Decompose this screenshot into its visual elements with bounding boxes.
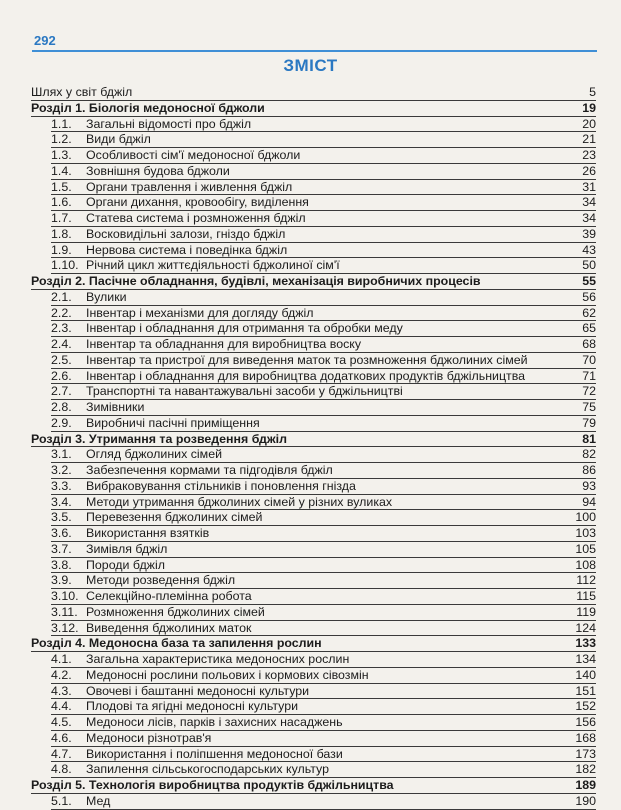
toc-subsection-row xyxy=(31,747,596,763)
toc-entry-number: 1.1. xyxy=(51,116,72,131)
toc-entry-number: 3.6. xyxy=(51,526,72,540)
toc-subsection-row xyxy=(31,117,596,133)
toc-entry-number: 2.9. xyxy=(51,415,72,430)
toc-entry-number: 5.1. xyxy=(51,793,72,808)
toc-entry-label: Мед xyxy=(86,793,111,808)
toc-entry-title xyxy=(51,400,144,416)
toc-page-number: 140 xyxy=(575,667,596,682)
toc-subsection-row xyxy=(31,164,596,180)
toc-entry-label: Селекційно-племінна робота xyxy=(86,589,252,603)
toc-subsection-row xyxy=(31,542,596,558)
toc-entry-label: Розділ 1. Біологія медоносної бджоли xyxy=(31,100,265,115)
toc-page-number: 81 xyxy=(582,431,596,446)
toc-entry-title xyxy=(51,589,252,605)
toc-entry-title xyxy=(51,117,251,133)
toc-entry-label: Вулики xyxy=(86,289,127,304)
toc-entry-number: 1.4. xyxy=(51,163,72,178)
toc-entry-label: Транспортні та навантажувальні засоби у бджільництві xyxy=(86,384,403,399)
toc-entry-label: Плодові та ягідні медоносні культури xyxy=(86,699,299,714)
toc-page-number: 182 xyxy=(575,762,596,777)
toc-entry-number: 2.2. xyxy=(51,305,72,320)
toc-section-row xyxy=(31,274,596,290)
toc-page-number: 56 xyxy=(582,289,596,304)
toc-entry-label: Восковидільні залози, гніздо бджіл xyxy=(86,226,286,241)
toc-page-number: 168 xyxy=(575,730,596,745)
toc-page-number: 100 xyxy=(575,510,596,525)
toc-subsection-row xyxy=(31,558,596,574)
toc-entry-title xyxy=(51,416,260,432)
toc-entry-title xyxy=(51,306,314,322)
toc-page-number: 23 xyxy=(582,148,596,162)
toc-entry-title xyxy=(51,227,285,243)
toc-page-number: 70 xyxy=(582,352,596,367)
toc-page-number: 79 xyxy=(582,415,596,430)
toc-entry-number: 2.1. xyxy=(51,289,72,304)
toc-entry-label: Розділ 2. Пасічне обладнання, будівлі, механізація виробничих процесів xyxy=(31,274,481,288)
toc-entry-label: Методи утримання бджолиних сімей у різних вуликах xyxy=(86,494,393,509)
header-rule xyxy=(32,50,597,52)
toc-entry-number: 2.4. xyxy=(51,337,72,351)
toc-subsection-row xyxy=(31,211,596,227)
toc-subsection-row xyxy=(31,762,596,778)
toc-subsection-row xyxy=(31,306,596,322)
toc-entry-number: 4.6. xyxy=(51,730,72,745)
toc-entry-label: Виведення бджолиних маток xyxy=(86,620,252,635)
toc-entry-number: 1.10. xyxy=(51,258,79,273)
toc-section-row xyxy=(31,432,596,448)
toc-entry-title xyxy=(31,778,394,794)
toc-page-number: 115 xyxy=(576,589,596,603)
toc-entry-label: Нервова система і поведінка бджіл xyxy=(86,242,288,257)
toc-entry-label: Медоноси лісів, парків і захисних насаджень xyxy=(86,715,343,729)
toc-entry-title xyxy=(51,715,343,731)
toc-entry-label: Особливості сім'ї медоносної бджоли xyxy=(86,148,301,162)
toc-entry-title xyxy=(51,573,235,589)
toc-page-number: 55 xyxy=(582,274,596,288)
toc-entry-title xyxy=(51,243,287,259)
toc-page-number: 21 xyxy=(582,132,596,147)
toc-page-number: 20 xyxy=(582,116,596,131)
toc-entry-label: Зимівники xyxy=(86,400,145,414)
toc-entry-label: Інвентар і обладнання для виробництва додаткових продуктів бджільництва xyxy=(86,368,526,383)
toc-entry-label: Органи дихання, кровообігу, виділення xyxy=(86,195,309,210)
toc-entry-number: 3.11. xyxy=(51,604,78,619)
toc-page-number: 31 xyxy=(582,179,596,194)
toc-entry-label: Зимівля бджіл xyxy=(86,541,168,556)
toc-subsection-row xyxy=(31,416,596,432)
toc-entry-title xyxy=(51,148,300,164)
toc-entry-title xyxy=(51,447,222,463)
toc-page-number: 34 xyxy=(582,211,596,225)
toc-entry-title xyxy=(51,731,211,747)
toc-entry-label: Види бджіл xyxy=(86,132,151,147)
toc-entry-label: Методи розведення бджіл xyxy=(86,573,236,588)
toc-subsection-row xyxy=(31,290,596,306)
toc-entry-title xyxy=(31,636,322,652)
contents-title: ЗМІСТ xyxy=(283,56,338,75)
toc-subsection-row xyxy=(31,243,596,259)
toc-entry-title xyxy=(51,479,356,495)
toc-page-number: 34 xyxy=(582,195,596,210)
toc-subsection-row xyxy=(31,337,596,353)
toc-page-number: 112 xyxy=(576,573,596,588)
toc-subsection-row xyxy=(31,621,596,637)
toc-entry-title xyxy=(51,195,309,211)
toc-subsection-row xyxy=(31,180,596,196)
toc-section-row xyxy=(31,85,596,101)
toc-page-number: 94 xyxy=(582,494,596,509)
toc-entry-title xyxy=(31,85,132,101)
toc-entry-label: Розмноження бджолиних сімей xyxy=(86,604,265,619)
toc-entry-title xyxy=(51,258,340,274)
toc-page-number: 151 xyxy=(575,683,596,698)
toc-entry-title xyxy=(51,684,309,700)
toc-entry-title xyxy=(51,510,262,526)
toc-entry-number: 4.1. xyxy=(51,652,72,666)
toc-entry-label: Розділ 5. Технологія виробництва продуктів бджільництва xyxy=(31,778,394,792)
toc-section-row xyxy=(31,101,596,117)
toc-entry-title xyxy=(51,621,251,637)
toc-entry-label: Використання і поліпшення медоносної бази xyxy=(86,746,343,761)
toc-subsection-row xyxy=(31,605,596,621)
toc-entry-title xyxy=(51,699,298,715)
toc-page-number: 43 xyxy=(582,242,596,257)
toc-entry-label: Огляд бджолиних сімей xyxy=(86,447,223,462)
toc-entry-number: 2.6. xyxy=(51,368,72,383)
toc-entry-label: Забезпечення кормами та підгодівля бджіл xyxy=(86,463,333,477)
toc-page-number: 5 xyxy=(589,85,596,99)
toc-entry-label: Запилення сільськогосподарських культур xyxy=(86,762,329,777)
toc-entry-title xyxy=(51,668,369,684)
toc-page-number: 68 xyxy=(582,337,596,351)
toc-page-number: 65 xyxy=(582,321,596,336)
toc-subsection-row xyxy=(31,369,596,385)
toc-entry-number: 2.8. xyxy=(51,400,72,414)
toc-page-number: 124 xyxy=(575,620,596,635)
toc-entry-label: Інвентар та обладнання для виробництва воску xyxy=(86,337,362,351)
toc-entry-number: 2.3. xyxy=(51,321,72,336)
toc-entry-label: Овочеві і баштанні медоносні культури xyxy=(86,683,310,698)
toc-entry-label: Інвентар і механізми для догляду бджіл xyxy=(86,305,314,320)
toc-entry-label: Медоносні рослини польових і кормових сівозмін xyxy=(86,667,369,682)
toc-entry-title xyxy=(51,164,230,180)
toc-page-number: 62 xyxy=(582,305,596,320)
toc-entry-title xyxy=(31,274,481,290)
toc-entry-number: 1.5. xyxy=(51,179,72,194)
toc-entry-title xyxy=(51,132,151,148)
toc-entry-title xyxy=(31,101,265,117)
toc-subsection-row xyxy=(31,258,596,274)
toc-entry-label: Шлях у світ бджіл xyxy=(31,85,133,99)
toc-entry-title xyxy=(51,542,167,558)
toc-entry-number: 1.8. xyxy=(51,226,72,241)
toc-page-number: 152 xyxy=(575,699,596,714)
toc-page-number: 105 xyxy=(575,541,596,556)
toc-entry-number: 3.2. xyxy=(51,463,72,477)
toc-page-number: 119 xyxy=(576,604,596,619)
toc-entry-title xyxy=(51,337,361,353)
toc-page-number: 156 xyxy=(575,715,596,729)
toc-entry-title xyxy=(51,180,292,196)
toc-entry-label: Вибраковування стільників і поновлення гнізда xyxy=(86,478,356,493)
toc-page-number: 133 xyxy=(575,636,596,651)
toc-subsection-row xyxy=(31,526,596,542)
toc-subsection-row xyxy=(31,495,596,511)
toc-entry-number: 1.9. xyxy=(51,242,72,257)
toc-entry-title xyxy=(51,747,343,763)
toc-entry-number: 3.5. xyxy=(51,510,72,525)
toc-page-number: 189 xyxy=(575,778,596,792)
toc-entry-label: Породи бджіл xyxy=(86,557,165,572)
toc-page-number: 82 xyxy=(582,447,596,462)
toc-subsection-row xyxy=(31,463,596,479)
toc-page-number: 108 xyxy=(575,557,596,572)
toc-entry-title xyxy=(51,369,525,385)
toc-entry-title xyxy=(51,605,265,621)
toc-page-number: 71 xyxy=(582,368,596,383)
toc-subsection-row xyxy=(31,227,596,243)
toc-entry-label: Річний цикл життєдіяльності бджолиної сім'ї xyxy=(86,258,340,273)
toc-row-underline xyxy=(51,809,596,810)
toc-entry-title xyxy=(51,652,349,668)
toc-subsection-row xyxy=(31,668,596,684)
toc-entry-title xyxy=(51,321,403,337)
toc-page-number: 50 xyxy=(582,258,596,273)
toc-subsection-row xyxy=(31,132,596,148)
toc-section-row xyxy=(31,636,596,652)
toc-subsection-row xyxy=(31,684,596,700)
toc-subsection-row xyxy=(31,447,596,463)
toc-entry-title xyxy=(31,432,287,448)
toc-page-number: 134 xyxy=(575,652,596,666)
toc-page-number: 86 xyxy=(582,463,596,477)
toc-entry-label: Інвентар і обладнання для отримання та обробки меду xyxy=(86,321,403,336)
toc-entry-number: 3.7. xyxy=(51,541,72,556)
toc-entry-number: 4.4. xyxy=(51,699,72,714)
toc-entry-title xyxy=(51,794,110,810)
toc-entry-number: 3.9. xyxy=(51,573,72,588)
toc-entry-number: 3.8. xyxy=(51,557,72,572)
toc-entry-number: 1.3. xyxy=(51,148,72,162)
toc-entry-title xyxy=(51,526,209,542)
toc-entry-number: 3.4. xyxy=(51,494,72,509)
toc-page-number: 19 xyxy=(582,100,596,115)
toc-entry-label: Розділ 3. Утримання та розведення бджіл xyxy=(31,431,287,446)
toc-entry-number: 3.1. xyxy=(51,447,72,462)
toc-subsection-row xyxy=(31,573,596,589)
toc-entry-title xyxy=(51,290,127,306)
toc-entry-title xyxy=(51,353,528,369)
toc-page-number: 75 xyxy=(582,400,596,414)
toc-entry-title xyxy=(51,384,403,400)
toc-entry-label: Загальні відомості про бджіл xyxy=(86,116,252,131)
toc-page-number: 103 xyxy=(575,526,596,540)
toc-subsection-row xyxy=(31,794,596,810)
toc-entry-title xyxy=(51,558,165,574)
toc-entry-label: Статева система і розмноження бджіл xyxy=(86,211,306,225)
toc-entry-label: Інвентар та пристрої для виведення маток та розмноження бджолиних сімей xyxy=(86,352,528,367)
toc-page-number: 72 xyxy=(582,384,596,399)
toc-entry-number: 4.8. xyxy=(51,762,72,777)
toc-subsection-row xyxy=(31,652,596,668)
toc-entry-number: 2.7. xyxy=(51,384,72,399)
toc-subsection-row xyxy=(31,479,596,495)
toc-subsection-row xyxy=(31,321,596,337)
toc-page-number: 39 xyxy=(582,226,596,241)
toc-entry-number: 4.3. xyxy=(51,683,72,698)
toc-subsection-row xyxy=(31,510,596,526)
toc-subsection-row xyxy=(31,715,596,731)
toc-entry-number: 3.3. xyxy=(51,478,72,493)
toc-entry-label: Використання взятків xyxy=(86,526,210,540)
toc-entry-number: 4.7. xyxy=(51,746,72,761)
toc-entry-label: Загальна характеристика медоносних рослин xyxy=(86,652,350,666)
toc-entry-title xyxy=(51,495,392,511)
toc-subsection-row xyxy=(31,195,596,211)
toc-entry-label: Перевезення бджолиних сімей xyxy=(86,510,263,525)
toc-page-number: 26 xyxy=(582,163,596,178)
toc-entry-number: 1.7. xyxy=(51,211,72,225)
page-number: 292 xyxy=(34,33,56,48)
toc-entry-title xyxy=(51,211,306,227)
toc-subsection-row xyxy=(31,589,596,605)
toc-entry-title xyxy=(51,762,329,778)
table-of-contents xyxy=(31,85,596,810)
toc-entry-number: 1.2. xyxy=(51,132,72,147)
toc-subsection-row xyxy=(31,148,596,164)
toc-entry-label: Виробничі пасічні приміщення xyxy=(86,415,260,430)
toc-entry-number: 3.10. xyxy=(51,589,79,603)
toc-subsection-row xyxy=(31,400,596,416)
toc-entry-label: Органи травлення і живлення бджіл xyxy=(86,179,293,194)
toc-entry-label: Зовнішня будова бджоли xyxy=(86,163,230,178)
toc-page-number: 190 xyxy=(575,793,596,808)
toc-entry-number: 1.6. xyxy=(51,195,72,210)
toc-subsection-row xyxy=(31,699,596,715)
toc-page-number: 173 xyxy=(575,746,596,761)
toc-entry-number: 3.12. xyxy=(51,620,79,635)
toc-subsection-row xyxy=(31,353,596,369)
toc-entry-label: Медоноси різнотрав'я xyxy=(86,730,212,745)
toc-entry-label: Розділ 4. Медоносна база та запилення рослин xyxy=(31,636,322,651)
toc-subsection-row xyxy=(31,731,596,747)
toc-section-row xyxy=(31,778,596,794)
toc-entry-title xyxy=(51,463,333,479)
toc-page-number: 93 xyxy=(582,478,596,493)
toc-subsection-row xyxy=(31,384,596,400)
toc-entry-number: 4.2. xyxy=(51,667,72,682)
toc-entry-number: 4.5. xyxy=(51,715,72,729)
toc-entry-number: 2.5. xyxy=(51,352,72,367)
